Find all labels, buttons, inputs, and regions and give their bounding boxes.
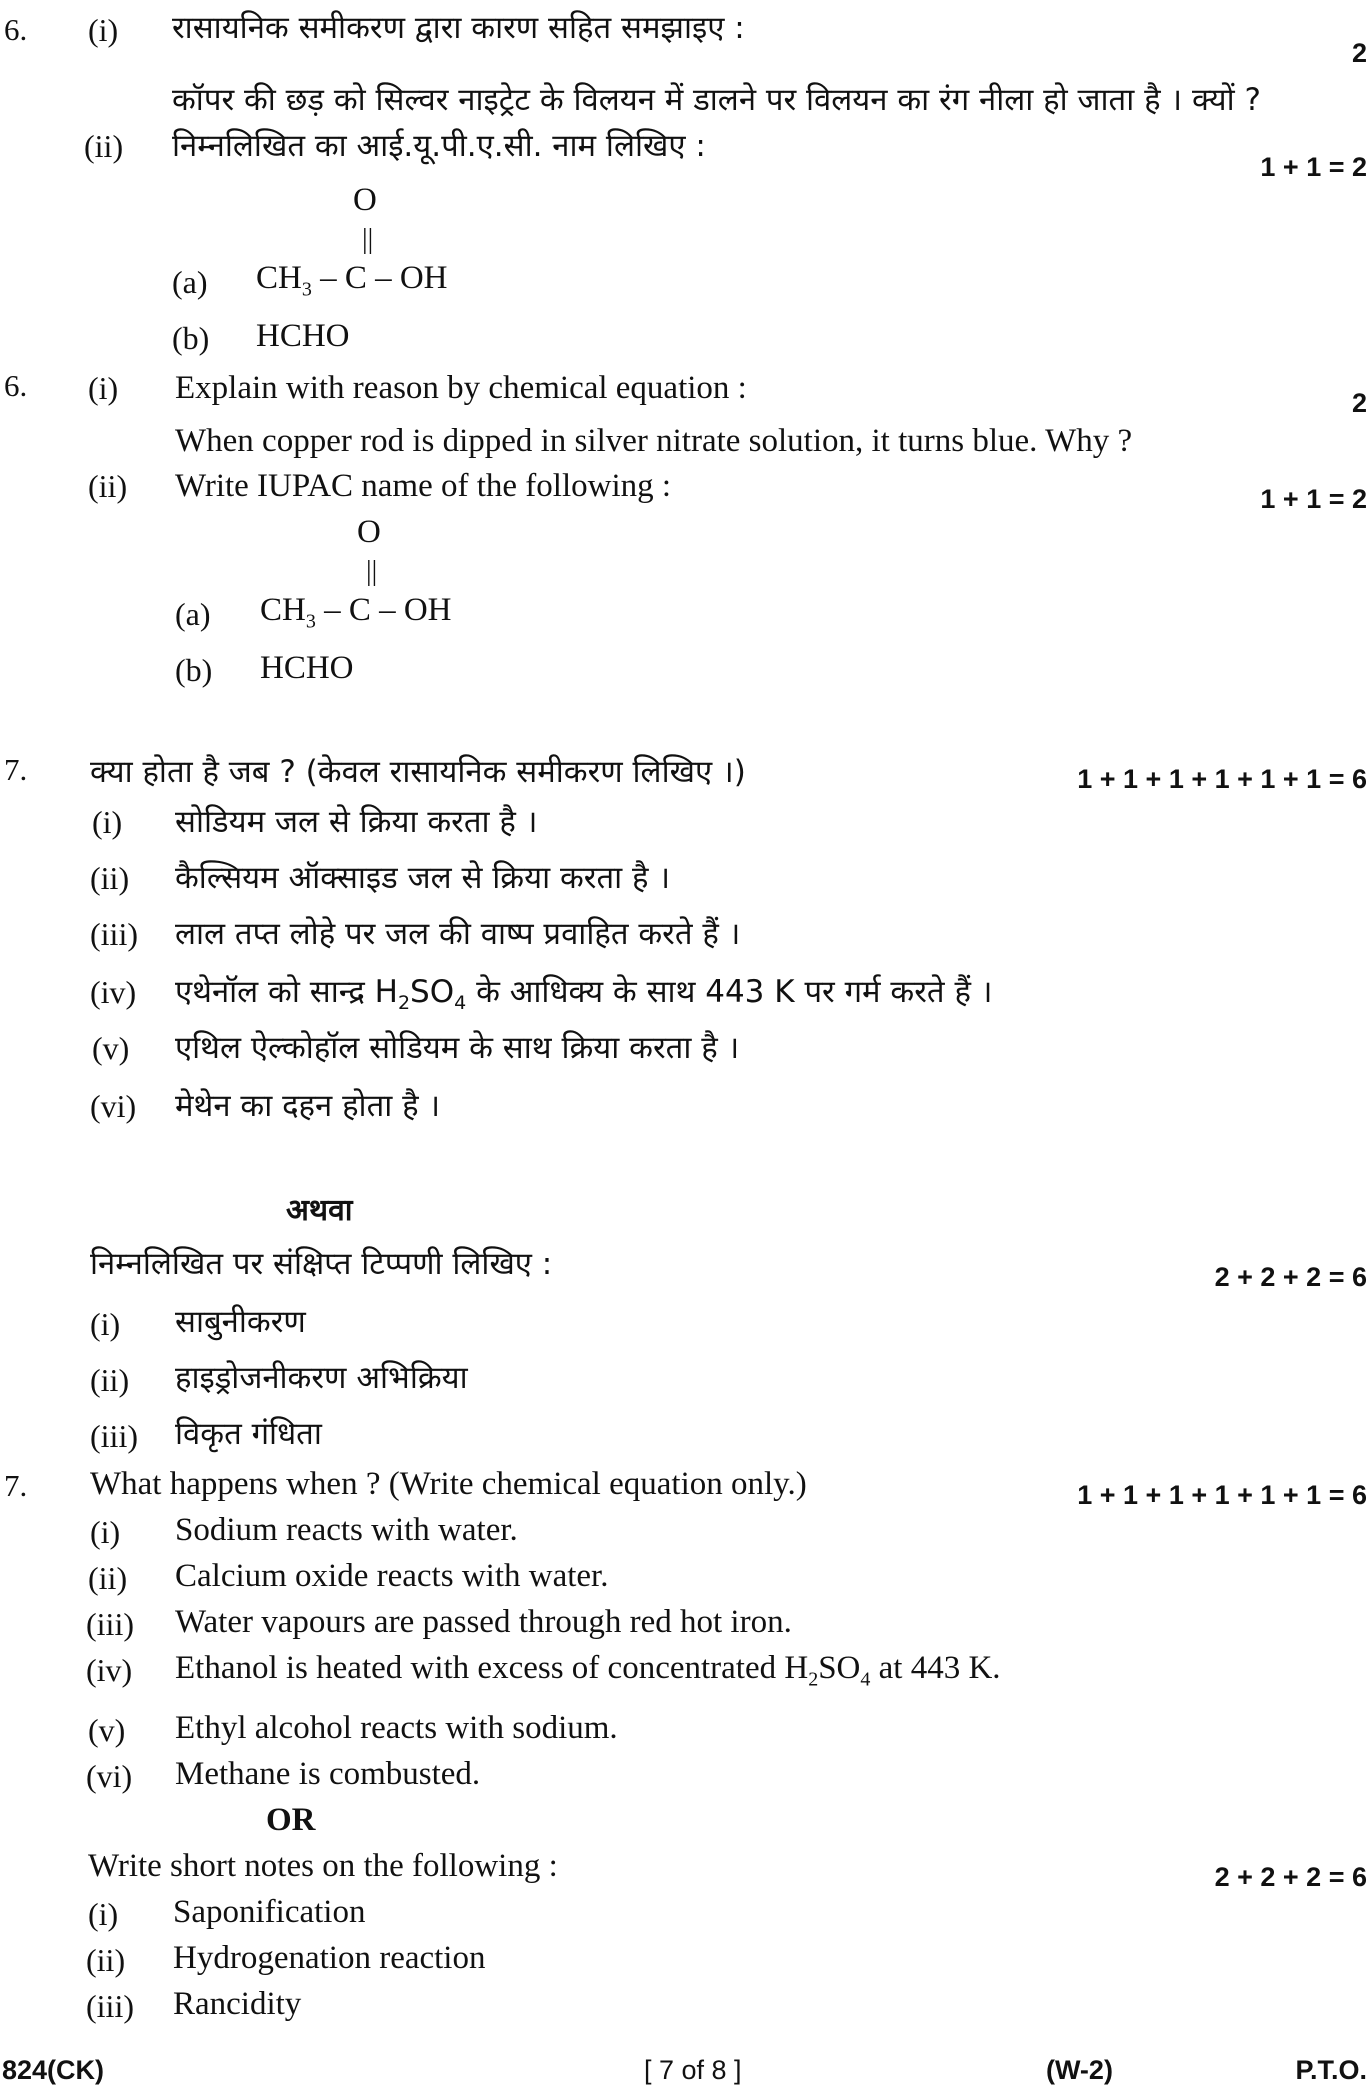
option-label: (b) xyxy=(172,320,210,356)
item-label: (vi) xyxy=(90,1088,137,1124)
item-label: (iii) xyxy=(90,1418,138,1454)
question-text: कॉपर की छड़ को सिल्वर नाइट्रेट के विलयन में डालने पर विलयन का रंग नीला हो जाता है । क्यों ? xyxy=(172,82,1261,118)
item-label: (vi) xyxy=(86,1758,133,1794)
please-turn-over: P.T.O. xyxy=(1295,2055,1367,2085)
item-label: (ii) xyxy=(88,1560,128,1596)
item-text: Hydrogenation reaction xyxy=(173,1940,486,1976)
item-text: Sodium reacts with water. xyxy=(175,1512,518,1548)
marks: 2 xyxy=(1351,388,1367,418)
item-label: (i) xyxy=(90,1306,121,1342)
paper-code: 824(CK) xyxy=(2,2055,105,2085)
subpart-label: (i) xyxy=(88,370,119,406)
formula: HCHO xyxy=(256,318,350,354)
item-label: (iv) xyxy=(90,974,137,1010)
subpart-text: रासायनिक समीकरण द्वारा कारण सहित समझाइए : xyxy=(172,10,745,46)
item-label: (ii) xyxy=(90,1362,130,1398)
acetic-acid-formula: $CH_3$ – C – OH xyxy=(260,592,452,633)
item-label: (v) xyxy=(88,1712,126,1748)
item-label: (ii) xyxy=(86,1942,126,1978)
item-text: Methane is combusted. xyxy=(175,1756,481,1792)
marks: 2 xyxy=(1351,38,1367,68)
item-label: (i) xyxy=(92,804,123,840)
question-stem: What happens when ? (Write chemical equation only.) xyxy=(90,1466,807,1502)
marks: 1 + 1 + 1 + 1 + 1 + 1 = 6 xyxy=(1077,1480,1367,1510)
item-label: (iv) xyxy=(86,1652,133,1688)
marks: 1 + 1 = 2 xyxy=(1260,484,1367,514)
double-bond: || xyxy=(366,556,378,587)
item-label: (iii) xyxy=(86,1606,134,1642)
marks: 2 + 2 + 2 = 6 xyxy=(1214,1862,1367,1892)
item-text: कैल्सियम ऑक्साइड जल से क्रिया करता है । xyxy=(175,860,671,896)
item-label: (v) xyxy=(92,1030,130,1066)
item-text: Saponification xyxy=(173,1894,366,1930)
or-separator: अथवा xyxy=(286,1193,353,1228)
question-number: 6. xyxy=(4,12,28,47)
question-number: 7. xyxy=(4,1468,28,1503)
question-stem: क्या होता है जब ? (केवल रासायनिक समीकरण लिखिए ।) xyxy=(90,754,746,790)
option-label: (a) xyxy=(175,596,211,632)
series-code: (W-2) xyxy=(1046,2055,1113,2085)
item-text: सोडियम जल से क्रिया करता है । xyxy=(175,804,538,840)
alternative-stem: निम्नलिखित पर संक्षिप्त टिप्पणी लिखिए : xyxy=(90,1246,553,1282)
subpart-text: निम्नलिखित का आई.यू.पी.ए.सी. नाम लिखिए : xyxy=(172,128,706,164)
oxygen-atom: O xyxy=(357,514,381,550)
item-text: एथेनॉल को सान्द्र $H_2SO_4$ के आधिक्य के साथ 443 K पर गर्म करते हैं । xyxy=(175,974,993,1015)
item-text: Rancidity xyxy=(173,1986,302,2022)
item-text: साबुनीकरण xyxy=(175,1304,306,1340)
page-number: [ 7 of 8 ] xyxy=(644,2055,742,2085)
double-bond: || xyxy=(362,224,374,255)
acetic-acid-formula: $CH_3$ – C – OH xyxy=(256,260,448,301)
item-text: Ethyl alcohol reacts with sodium. xyxy=(175,1710,618,1746)
subpart-text: Write IUPAC name of the following : xyxy=(175,468,672,504)
item-text: मेथेन का दहन होता है । xyxy=(175,1088,441,1124)
item-text: Ethanol is heated with excess of concentrated $H_2SO_4$ at 443 K. xyxy=(175,1650,1001,1691)
item-label: (ii) xyxy=(90,860,130,896)
item-label: (iii) xyxy=(90,916,138,952)
item-label: (iii) xyxy=(86,1988,134,2024)
subpart-label: (i) xyxy=(88,12,119,48)
item-text: Calcium oxide reacts with water. xyxy=(175,1558,609,1594)
question-number: 6. xyxy=(4,368,28,403)
item-text: विकृत गंधिता xyxy=(175,1416,322,1452)
item-text: लाल तप्त लोहे पर जल की वाष्प प्रवाहित करते हैं । xyxy=(175,916,741,952)
item-label: (i) xyxy=(90,1514,121,1550)
subpart-label: (ii) xyxy=(88,468,128,504)
alternative-stem: Write short notes on the following : xyxy=(88,1848,558,1884)
formula: HCHO xyxy=(260,650,354,686)
option-label: (a) xyxy=(172,264,208,300)
marks: 2 + 2 + 2 = 6 xyxy=(1214,1262,1367,1292)
oxygen-atom: O xyxy=(353,182,377,218)
subpart-label: (ii) xyxy=(84,128,124,164)
item-text: Water vapours are passed through red hot iron. xyxy=(175,1604,792,1640)
marks: 1 + 1 + 1 + 1 + 1 + 1 = 6 xyxy=(1077,764,1367,794)
item-label: (i) xyxy=(88,1896,119,1932)
subpart-text: Explain with reason by chemical equation : xyxy=(175,370,747,406)
marks: 1 + 1 = 2 xyxy=(1260,152,1367,182)
option-label: (b) xyxy=(175,652,213,688)
item-text: हाइड्रोजनीकरण अभिक्रिया xyxy=(175,1360,468,1396)
item-text: एथिल ऐल्कोहॉल सोडियम के साथ क्रिया करता है । xyxy=(175,1030,740,1066)
question-number: 7. xyxy=(4,752,28,787)
or-separator: OR xyxy=(266,1802,316,1838)
question-text: When copper rod is dipped in silver nitrate solution, it turns blue. Why ? xyxy=(175,423,1133,459)
